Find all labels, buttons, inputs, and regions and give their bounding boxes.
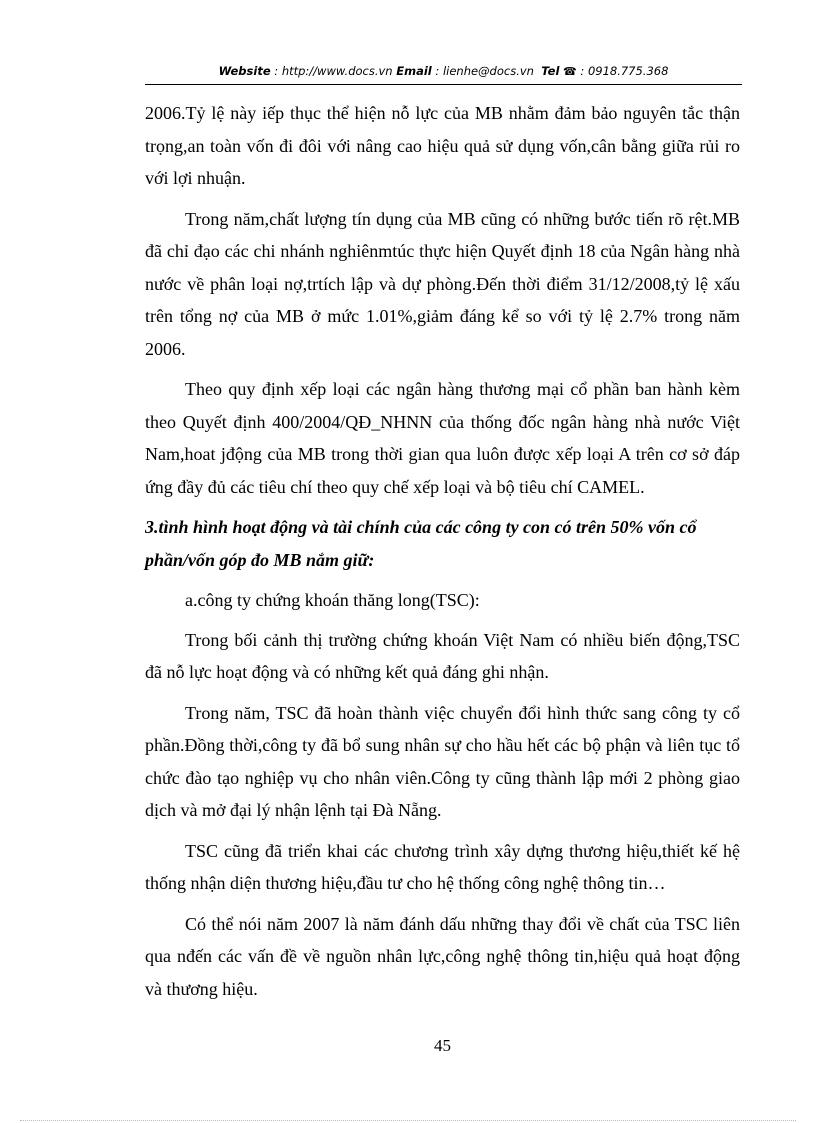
paragraph: Trong bối cảnh thị trường chứng khoán Việt Nam có nhiều biến động,TSC đã nỗ lực hoạt động và có những kết quả đáng ghi nhận. bbox=[145, 629, 740, 682]
paragraph: 2006.Tỷ lệ này iếp thục thể hiện nỗ lực của MB nhằm đảm bảo nguyên tắc thận trọng,an toàn vốn đi đôi với nâng cao hiệu quả sử dụng vốn,cân bằng giữa rủi ro với lợi nhuận. bbox=[145, 103, 740, 188]
header-divider bbox=[145, 84, 742, 85]
website-url: http://www.docs.vn bbox=[281, 64, 393, 78]
paragraph: TSC cũng đã triển khai các chương trình xây dựng thương hiệu,thiết kế hệ thống nhận diện thương hiệu,đầu tư cho hệ thống công nghệ thông tin… bbox=[145, 840, 740, 893]
paragraph: Có thể nói năm 2007 là năm đánh dấu những thay đổi về chất của TSC liên qua nđến các vấn đề về nguồn nhân lực,công nghệ thông tin,hiệu quả hoạt động và thương hiệu. bbox=[145, 913, 740, 999]
paragraph: Trong năm, TSC đã hoàn thành việc chuyển đổi hình thức sang công ty cổ phần.Đồng thời,công ty đã bổ sung nhân sự cho hầu hết các bộ phận và liên tục tổ chức đào tạo nghiệp vụ cho nhân viên.Công ty cũng thành lập mới 2 phòng giao dịch và mở đại lý nhận lệnh tại Đà Nẵng. bbox=[145, 702, 740, 820]
email-address: lienhe@docs.vn bbox=[442, 64, 534, 78]
separator: : bbox=[431, 64, 443, 78]
tel-label: Tel bbox=[541, 64, 560, 78]
document-body bbox=[145, 97, 740, 1013]
footer-divider bbox=[20, 1120, 796, 1121]
phone-number: 0918.775.368 bbox=[587, 64, 669, 78]
website-label: Website bbox=[218, 64, 271, 78]
separator: : bbox=[576, 64, 588, 78]
paragraph: Trong năm,chất lượng tín dụng của MB cũng có những bước tiến rõ rệt.MB đã chỉ đạo các chi nhánh nghiênmtúc thực hiện Quyết định 18 của Ngân hàng nhà nước về phân loại nợ,trtích lập và dự phòng.Đến thời điểm 31/12/2008,tỷ lệ xấu trên tổng nợ của MB ở mức 1.01%,giảm đáng kể so với tỷ lệ 2.7% trong năm 2006. bbox=[145, 208, 740, 359]
telephone-icon: ☎ bbox=[563, 65, 577, 78]
subsection-heading: a.công ty chứng khoán thăng long(TSC): bbox=[185, 590, 480, 610]
separator: : bbox=[270, 64, 282, 78]
paragraph: Theo quy định xếp loại các ngân hàng thương mại cổ phần ban hành kèm theo Quyết định 400/2004/QĐ_NHNN của thống đốc ngân hàng nhà nước Việt Nam,hoat jđộng của MB trong thời gian qua luôn được xếp loại A trên cơ sở đáp ứng đầy đủ các tiêu chí theo quy chế xếp loại và bộ tiêu chí CAMEL. bbox=[145, 379, 740, 497]
section-heading: 3.tình hình hoạt động và tài chính của các công ty con có trên 50% vốn cổ phần/vốn góp đo MB nắm giữ: bbox=[145, 517, 697, 570]
page-header bbox=[145, 64, 742, 78]
page-number: 45 bbox=[434, 1036, 451, 1055]
email-label: Email bbox=[396, 64, 432, 78]
